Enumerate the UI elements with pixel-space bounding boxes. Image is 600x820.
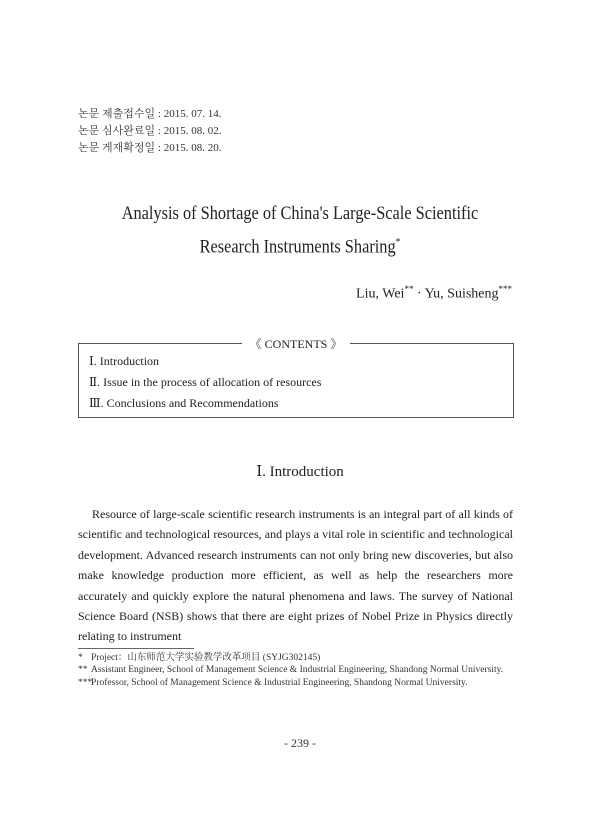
- section-heading: Ⅰ. Introduction: [256, 464, 344, 480]
- title-line-2: [76, 228, 523, 261]
- review-date-row: [78, 123, 221, 140]
- date-value: 2015. 08. 02.: [163, 125, 222, 137]
- date-separator: :: [155, 108, 164, 120]
- date-label: 논문 제출접수일: [78, 108, 156, 120]
- footnote-text: Assistant Engineer, School of Management Science & Industrial Engineering, Shandong Normal University.: [91, 665, 504, 676]
- author-2-name: Yu, Suisheng: [424, 286, 499, 302]
- contents-item: Ⅲ. Conclusions and Recommendations: [89, 396, 279, 410]
- footnote: [78, 652, 513, 664]
- footnote-mark: **: [78, 665, 88, 676]
- footnote-text: Project：山东师范大学实验教学改革项目 (SYJG302145): [91, 653, 321, 663]
- date-value: 2015. 07. 14.: [163, 108, 222, 120]
- author-separator: ·: [416, 286, 422, 302]
- date-separator: :: [155, 125, 164, 137]
- contents-label: 《 CONTENTS 》: [242, 337, 351, 351]
- footnote-mark: ***: [78, 677, 93, 688]
- footnote-mark: *: [78, 653, 83, 663]
- date-value: 2015. 08. 20.: [163, 142, 222, 154]
- title-line-2-text: Research Instruments Sharing: [199, 236, 396, 258]
- contents-list: [89, 351, 321, 414]
- footnote: [78, 677, 513, 689]
- submission-dates: [78, 106, 221, 157]
- body-paragraph: Resource of large-scale scientific research instruments is an integral part of all kinds of scientific and technological resources, and plays a vital role in scientific and technological development. Advanced research instruments can not only bring new discoveries, but also make knowledge production more efficient, as well as help the researchers more accurately and quickly explore the natural phenomena and laws. The survey of National Science Board (NSB) shows that there are eight prizes of Nobel Prize in Physics directly relating to instrument: [78, 507, 513, 644]
- date-label: 논문 게재확정일: [78, 142, 156, 154]
- submission-date-row: [78, 106, 221, 123]
- contents-item: Ⅱ. Issue in the process of allocation of resources: [89, 375, 322, 389]
- date-separator: :: [155, 142, 164, 154]
- contents-item: Ⅰ. Introduction: [89, 354, 160, 368]
- footnote-divider: [78, 648, 194, 649]
- title-line-1: Analysis of Shortage of China's Large-Scale Scientific: [121, 203, 479, 224]
- page-number: - 239 -: [284, 736, 316, 750]
- author-1-name: Liu, Wei: [356, 286, 405, 302]
- footnotes: [78, 652, 513, 689]
- author-1-mark: **: [404, 284, 414, 294]
- acceptance-date-row: [78, 140, 221, 157]
- footnote: [78, 664, 513, 676]
- contents-box: [78, 337, 514, 418]
- paper-title: [76, 200, 523, 261]
- body-text: [78, 504, 513, 647]
- date-label: 논문 심사완료일: [78, 125, 156, 137]
- title-footnote-mark: *: [395, 236, 401, 248]
- author-line: [356, 284, 512, 303]
- footnote-text: Professor, School of Management Science & Industrial Engineering, Shandong Normal University.: [91, 677, 468, 688]
- author-2-mark: ***: [498, 284, 512, 294]
